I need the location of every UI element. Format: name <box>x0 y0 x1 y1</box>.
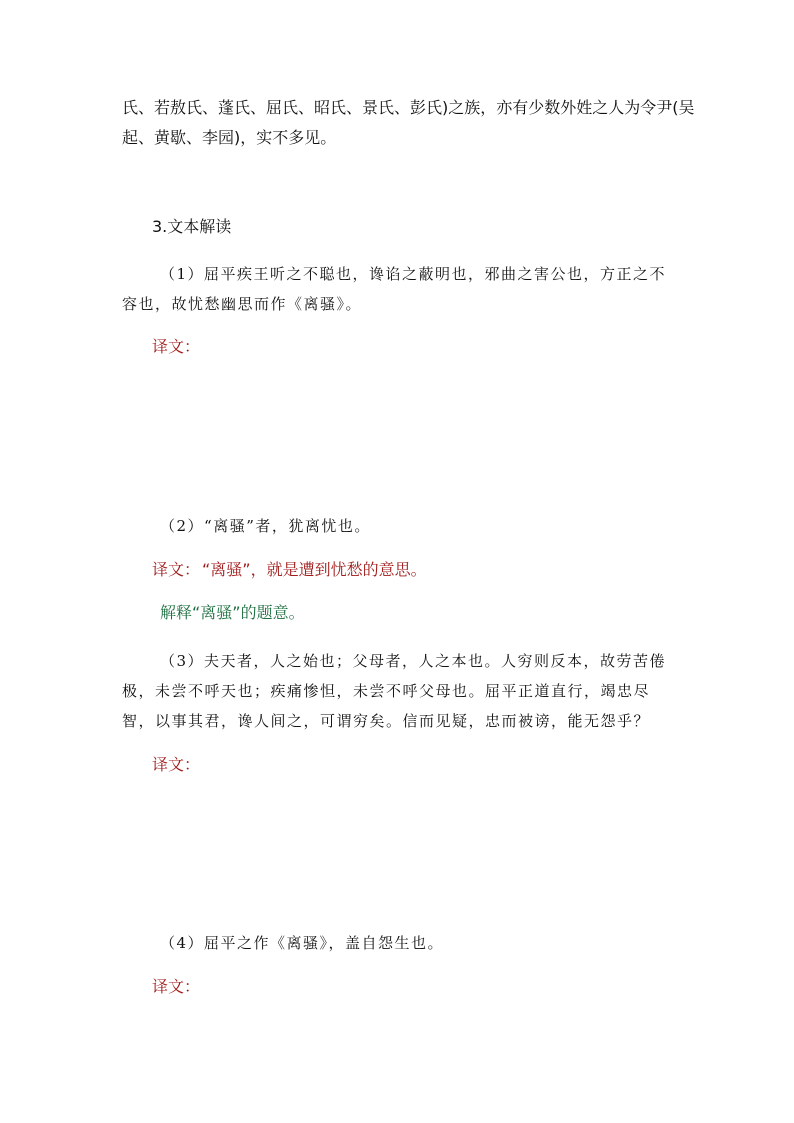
intro-line-1: 氏、若敖氏、蓬氏、屈氏、昭氏、景氏、彭氏)之族，亦有少数外姓之人为令尹(吴 <box>122 98 695 117</box>
item-3-translation-label: 译文： <box>152 755 201 774</box>
item-4-translation-label: 译文： <box>152 977 201 996</box>
item-3-line-1: （3）夫天者，人之始也；父母者，人之本也。人穷则反本，故劳苦倦 <box>160 652 667 670</box>
intro-line-2: 起、黄歇、李园)，实不多见。 <box>122 128 337 147</box>
section-heading: 3.文本解读 <box>152 217 232 236</box>
item-2-note: 解释“离骚”的题意。 <box>160 603 305 622</box>
item-2-line-1: （2）“离骚”者，犹离忧也。 <box>160 517 371 535</box>
item-1-line-1: （1）屈平疾王听之不聪也，谗谄之蔽明也，邪曲之害公也，方正之不 <box>160 265 667 283</box>
item-3-line-2: 极，未尝不呼天也；疾痛惨怛，未尝不呼父母也。屈平正道直行，竭忠尽 <box>122 682 651 700</box>
item-4-line-1: （4）屈平之作《离骚》，盖自怨生也。 <box>160 934 445 952</box>
item-2-translation-text: “离骚”，就是遭到忧愁的意思。 <box>202 560 427 579</box>
item-1-line-2: 容也，故忧愁幽思而作《离骚》。 <box>122 295 363 313</box>
item-3-line-3: 智，以事其君，谗人间之，可谓穷矣。信而见疑，忠而被谤，能无怨乎？ <box>122 712 651 730</box>
item-2-translation-label: 译文： <box>152 560 201 579</box>
item-1-translation-label: 译文： <box>152 337 201 356</box>
